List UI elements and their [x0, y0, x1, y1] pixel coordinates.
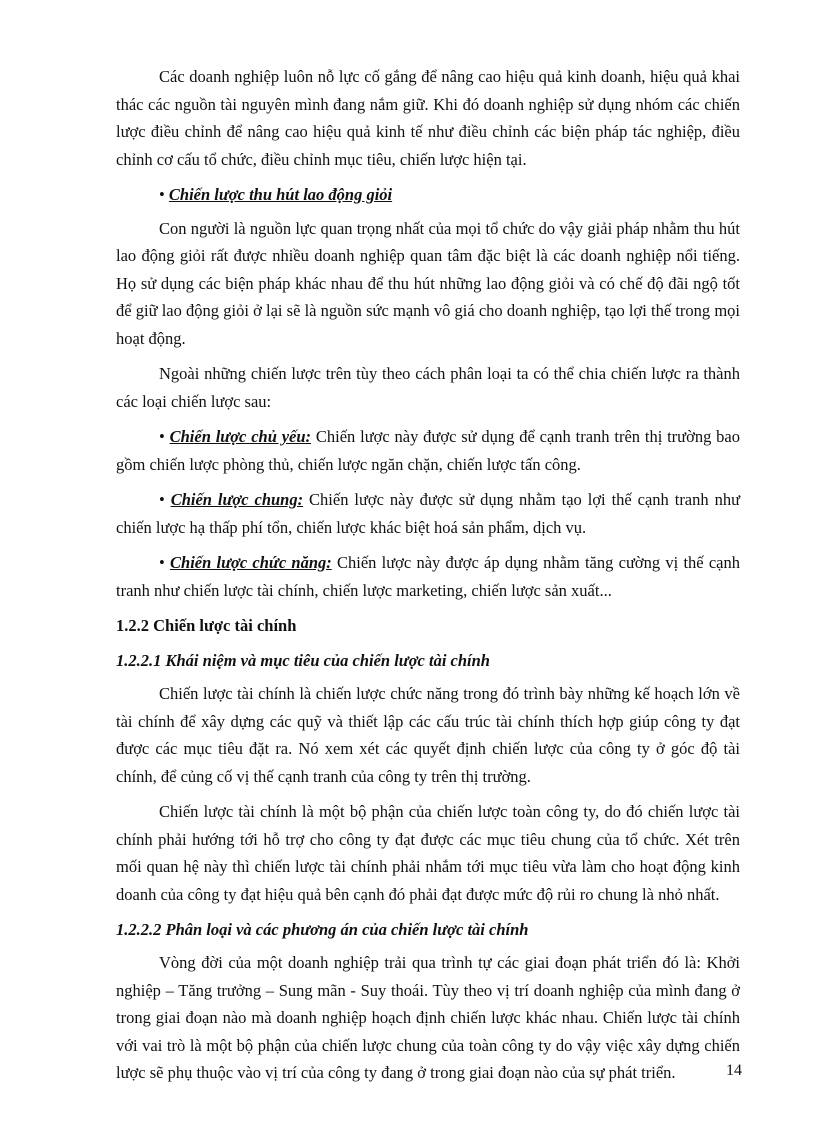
section-title-text: Chiến lược thu hút lao động giỏi	[168, 185, 393, 204]
page-content	[116, 63, 740, 1087]
bullet-general-strategy	[116, 486, 740, 541]
bullet-text: Chiến lược này được sử dụng để cạnh tranh trên thị trường bao gồm chiến lược phòng thủ, chiến lược ngăn chặn, chiến lược tấn công.	[116, 427, 741, 474]
heading-1-2-2-2: 1.2.2.2 Phân loại và các phương án của chiến lược tài chính	[116, 920, 529, 939]
paragraph-attract-talent: Con người là nguồn lực quan trọng nhất của mọi tổ chức do vậy giải pháp nhằm thu hút lao động giỏi rất được nhiều doanh nghiệp quan tâm đặc biệt là các doanh nghiệp nổi tiếng. Họ sử dụng các biện pháp khác nhau để thu hút những lao động giỏi và có chế độ đãi ngộ tốt để giữ lao động giỏi ở lại sẽ là nguồn sức mạnh vô giá cho doanh nghiệp, tạo lợi thế trong mọi hoạt động.	[116, 218, 740, 348]
paragraph-adjustment-strategy: Các doanh nghiệp luôn nỗ lực cố gắng để nâng cao hiệu quả kinh doanh, hiệu quả khai thác các nguồn tài nguyên mình đang nắm giữ. Khi đó doanh nghiệp sử dụng nhóm các chiến lược điều chỉnh để nâng cao hiệu quả kinh tế như điều chỉnh các biện pháp tác nghiệp, điều chỉnh cơ cấu tổ chức, điều chỉnh mục tiêu, chiến lược hiện tại.	[116, 67, 740, 169]
bullet-lead: Chiến lược chủ yếu:	[169, 427, 312, 446]
bullet-text: Chiến lược này được áp dụng nhằm tăng cường vị thế cạnh tranh như chiến lược tài chính, chiến lược marketing, chiến lược sản xuất...	[116, 553, 740, 600]
bullet-functional-strategy	[116, 549, 740, 604]
bullet-lead: Chiến lược chung:	[170, 490, 304, 509]
bullet-marker: •	[159, 553, 165, 572]
section-title-attract-talent	[116, 181, 740, 209]
bullet-main-strategy	[116, 423, 740, 478]
paragraph-financial-strategy-goal: Chiến lược tài chính là một bộ phận của chiến lược toàn công ty, do đó chiến lược tài chính phải hướng tới hỗ trợ cho công ty đạt được các mục tiêu chung của tổ chức. Xét trên mối quan hệ này thì chiến lược tài chính phải nhắm tới mục tiêu vừa làm cho hoạt động kinh doanh của công ty đạt hiệu quả bên cạnh đó phải đạt được mức độ rủi ro chung là nhỏ nhất.	[116, 802, 740, 904]
paragraph-lifecycle: Vòng đời của một doanh nghiệp trải qua trình tự các giai đoạn phát triển đó là: Khởi nghiệp – Tăng trưởng – Sung mãn - Suy thoái. Tùy theo vị trí doanh nghiệp của mình đang ở trong giai đoạn nào mà doanh nghiệp hoạch định chiến lược khác nhau. Chiến lược tài chính với vai trò là một bộ phận của chiến lược chung của toàn công ty do vậy việc xây dựng chiến lược sẽ phụ thuộc vào vị trí của công ty đang ở trong giai đoạn nào của sự phát triển.	[116, 953, 740, 1082]
page-number: 14	[726, 1062, 742, 1079]
bullet-marker: •	[159, 490, 165, 509]
heading-1-2-2-1: 1.2.2.1 Khái niệm và mục tiêu của chiến lược tài chính	[116, 651, 490, 670]
bullet-text: Chiến lược này được sử dụng nhằm tạo lợi thế cạnh tranh như chiến lược hạ thấp phí tổn, chiến lược khác biệt hoá sản phẩm, dịch vụ.	[116, 490, 741, 537]
heading-1-2-2: 1.2.2 Chiến lược tài chính	[116, 616, 297, 635]
paragraph-strategy-types-intro: Ngoài những chiến lược trên tùy theo cách phân loại ta có thể chia chiến lược ra thành các loại chiến lược sau:	[116, 364, 740, 411]
bullet-marker: •	[159, 185, 165, 204]
paragraph-financial-strategy-definition: Chiến lược tài chính là chiến lược chức năng trong đó trình bày những kế hoạch lớn về tài chính để xây dựng các quỹ và thiết lập các cấu trúc tài chính thích hợp giúp công ty đạt được các mục tiêu đặt ra. Nó xem xét các quyết định chiến lược của công ty ở góc độ tài chính, để củng cố vị thế cạnh tranh của công ty trên thị trường.	[116, 684, 740, 786]
bullet-marker: •	[159, 427, 165, 446]
bullet-lead: Chiến lược chức năng:	[170, 553, 332, 572]
